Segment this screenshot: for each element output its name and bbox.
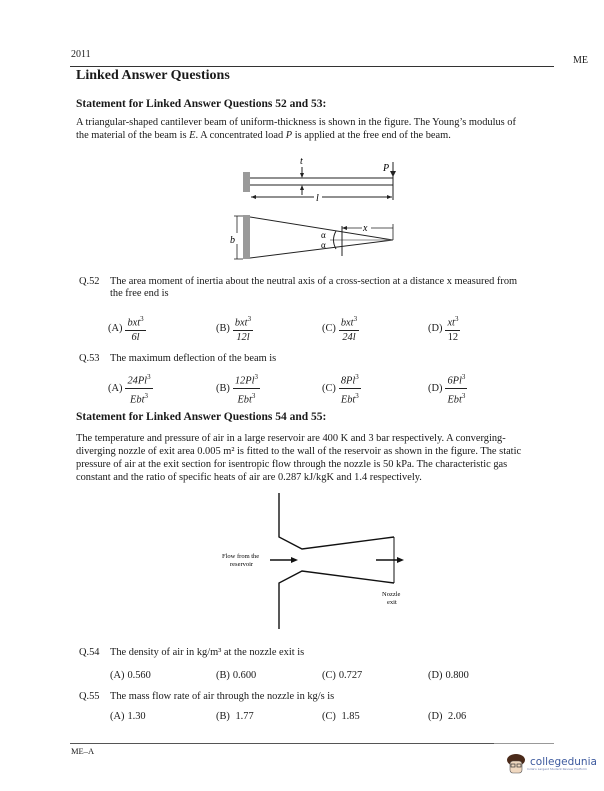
- exponent: 3: [461, 392, 466, 401]
- fraction-numerator: [125, 313, 145, 331]
- q54-option-c[interactable]: [322, 670, 362, 681]
- question-53: [79, 352, 559, 365]
- fixed-support-elevation: [243, 172, 250, 192]
- exponent: 3: [144, 392, 148, 401]
- option-value: 1.85: [338, 711, 360, 722]
- option-value: 0.600: [232, 670, 257, 681]
- exponent: 3: [461, 373, 466, 381]
- question-text: The mass flow rate of air through the nozzle in kg/s is: [110, 691, 335, 702]
- option-label: (D): [428, 323, 443, 335]
- exponent: 3: [355, 373, 359, 381]
- question-number: Q.52: [79, 276, 100, 287]
- question-52-continuation: the free end is: [110, 288, 169, 299]
- question-number: Q.55: [79, 691, 100, 702]
- arrow-left-icon: [342, 226, 347, 230]
- question-text: The area moment of inertia about the neutral axis of a cross-section at a distance x measured from: [110, 276, 518, 287]
- fraction-denominator: [129, 331, 141, 344]
- fraction-numerator: [233, 371, 260, 389]
- numerator-text: 6Pl: [447, 375, 462, 387]
- denominator-text: 12l: [236, 332, 250, 344]
- arrow-down-icon: [300, 173, 304, 178]
- flow-label-line1: Flow from the: [222, 553, 260, 560]
- label-t: t: [300, 156, 303, 167]
- exit-label-line1: Nozzle: [382, 591, 401, 598]
- text-fragment: is applied at the free end of the beam.: [292, 130, 451, 141]
- question-number: Q.54: [79, 647, 100, 658]
- footer-divider: [70, 743, 494, 744]
- statement-54-55-text: [76, 432, 556, 484]
- numerator-text: 12Pl: [234, 375, 255, 387]
- option-fraction: [339, 371, 361, 407]
- fraction-numerator: [125, 371, 152, 389]
- fraction-denominator: [340, 331, 357, 344]
- q52-option-a[interactable]: [108, 313, 146, 344]
- q52-option-d[interactable]: [428, 313, 460, 344]
- option-label: (A): [108, 323, 123, 335]
- q55-option-d[interactable]: [428, 711, 466, 722]
- fraction-numerator: [339, 371, 361, 389]
- logo-text: collegedunia: [530, 756, 597, 768]
- section-title: Linked Answer Questions: [76, 68, 230, 83]
- numerator-text: bxt: [234, 317, 248, 329]
- option-label: (D): [428, 670, 443, 681]
- option-label: (D): [428, 711, 443, 722]
- statement-52-53-line1: A triangular-shaped cantilever beam of uniform-thickness is shown in the figure. The Young’s modulus of: [76, 117, 516, 128]
- load-arrow-icon: [390, 171, 396, 177]
- option-label: (C): [322, 323, 336, 335]
- statement-line: The temperature and pressure of air in a large reservoir are 400 K and 3 bar respectively. A converging-: [76, 433, 506, 444]
- option-label: (B): [216, 711, 230, 722]
- numerator-text: bxt: [340, 317, 354, 329]
- label-alpha-top: α: [321, 230, 326, 240]
- fraction-numerator: [233, 313, 253, 331]
- nozzle-upper-wall: [279, 493, 394, 549]
- label-x: x: [363, 223, 368, 234]
- fraction-denominator: [234, 331, 251, 344]
- option-label: (A): [108, 383, 123, 395]
- option-fraction: [339, 313, 359, 344]
- option-label: (C): [322, 383, 336, 395]
- option-value: 1.77: [232, 711, 254, 722]
- paper-code: ME: [573, 55, 588, 66]
- denominator-text: Ebt: [340, 394, 356, 406]
- option-value: 2.06: [445, 711, 467, 722]
- fixed-support-plan: [243, 215, 250, 259]
- question-52: [79, 275, 559, 288]
- question-54: [79, 646, 559, 659]
- exponent: 3: [147, 373, 151, 381]
- symbol-E: E: [189, 130, 196, 141]
- option-fraction: [125, 313, 145, 344]
- numerator-text: 24Pl: [127, 375, 148, 387]
- arrow-right-icon: [387, 195, 392, 199]
- symbol-P: P: [285, 130, 293, 141]
- q55-option-b[interactable]: [216, 711, 254, 722]
- q53-option-c[interactable]: [322, 371, 361, 407]
- exponent: 3: [353, 315, 358, 323]
- statement-54-55-title: Statement for Linked Answer Questions 54 and 55:: [76, 411, 327, 423]
- arrow-up-icon: [300, 185, 304, 190]
- exponent: 3: [355, 392, 359, 401]
- statement-line: constant and the ratio of specific heats of air are 0.287 kJ/kgK and 1.4 respectively.: [76, 472, 422, 483]
- footer-paper-code: ME–A: [71, 746, 95, 756]
- denominator-text: Ebt: [237, 394, 252, 406]
- question-text: The density of air in kg/m³ at the nozzle exit is: [110, 647, 305, 658]
- numerator-text: bxt: [127, 317, 141, 329]
- fraction-denominator: [339, 389, 361, 406]
- footer-divider-faint: [494, 743, 554, 744]
- exponent: 3: [247, 315, 252, 323]
- option-label: (D): [428, 383, 443, 395]
- exit-label-line2: exit: [387, 599, 397, 606]
- fraction-denominator: [128, 389, 150, 406]
- option-fraction: [233, 371, 260, 407]
- q55-option-c[interactable]: [322, 711, 360, 722]
- numerator-text: xt: [447, 317, 455, 329]
- arrow-left-icon: [251, 195, 256, 199]
- q53-option-b[interactable]: [216, 371, 260, 407]
- q52-option-c[interactable]: [322, 313, 359, 344]
- label-alpha-bottom: α: [321, 240, 326, 250]
- fraction-denominator: [445, 389, 467, 406]
- q53-option-d[interactable]: [428, 371, 467, 407]
- exponent: 3: [251, 392, 256, 401]
- collegedunia-logo[interactable]: [505, 752, 597, 776]
- option-label: (B): [216, 383, 230, 395]
- denominator-text: 12: [447, 332, 459, 344]
- mascot-icon: [505, 752, 527, 776]
- nozzle-lower-wall: [279, 571, 394, 629]
- q54-option-d[interactable]: [428, 670, 469, 681]
- flow-label-line2: reservoir: [230, 561, 254, 568]
- exam-year: 2011: [71, 49, 91, 60]
- text-fragment: . A concentrated load: [195, 130, 286, 141]
- q55-option-a[interactable]: [110, 711, 146, 722]
- logo-tagline: India's Largest Student Review Platform: [527, 767, 587, 771]
- option-value: 1.30: [127, 711, 146, 722]
- option-fraction: [445, 371, 467, 407]
- arrow-right-icon: [397, 557, 404, 563]
- option-label: (C): [322, 670, 336, 681]
- option-label: (A): [110, 711, 125, 722]
- option-fraction: [125, 371, 152, 407]
- question-number: Q.53: [79, 353, 100, 364]
- denominator-text: Ebt: [447, 394, 462, 406]
- fraction-numerator: [445, 371, 467, 389]
- q54-option-b[interactable]: [216, 670, 256, 681]
- option-label: (A): [110, 670, 125, 681]
- option-fraction: [445, 313, 460, 344]
- exponent: 3: [454, 315, 459, 323]
- numerator-text: 8Pl: [340, 375, 356, 387]
- label-l: l: [316, 193, 319, 204]
- statement-52-53-title: Statement for Linked Answer Questions 52 and 53:: [76, 98, 327, 110]
- option-fraction: [233, 313, 253, 344]
- question-text: The maximum deflection of the beam is: [110, 353, 277, 364]
- fraction-denominator: [235, 389, 257, 406]
- option-value: 0.727: [338, 670, 363, 681]
- arrow-right-icon: [291, 557, 298, 563]
- fraction-numerator: [445, 313, 460, 331]
- q53-option-a[interactable]: [108, 371, 153, 407]
- label-b: b: [230, 235, 235, 246]
- fraction-denominator: [446, 331, 460, 344]
- option-label: (C): [322, 711, 336, 722]
- statement-line: pressure of air at the exit section for isentropic flow through the nozzle is 50 kPa. The characteristic gas: [76, 459, 508, 470]
- statement-line: diverging nozzle of exit area 0.005 m² is fitted to the wall of the reservoir as shown in the figure. The static: [76, 446, 522, 457]
- question-55: [79, 690, 559, 703]
- option-value: 0.560: [127, 670, 151, 681]
- option-label: (B): [216, 670, 230, 681]
- denominator-text: 6l: [131, 332, 140, 344]
- label-P: P: [383, 163, 390, 174]
- denominator-text: 24l: [342, 332, 356, 344]
- q52-option-b[interactable]: [216, 313, 253, 344]
- q54-option-a[interactable]: [110, 670, 151, 681]
- text-fragment: the material of the beam is: [76, 130, 190, 141]
- exponent: 3: [254, 373, 258, 381]
- option-value: 0.800: [445, 670, 469, 681]
- fraction-numerator: [339, 313, 359, 331]
- denominator-text: Ebt: [130, 394, 145, 406]
- option-label: (B): [216, 323, 230, 335]
- exponent: 3: [140, 315, 144, 323]
